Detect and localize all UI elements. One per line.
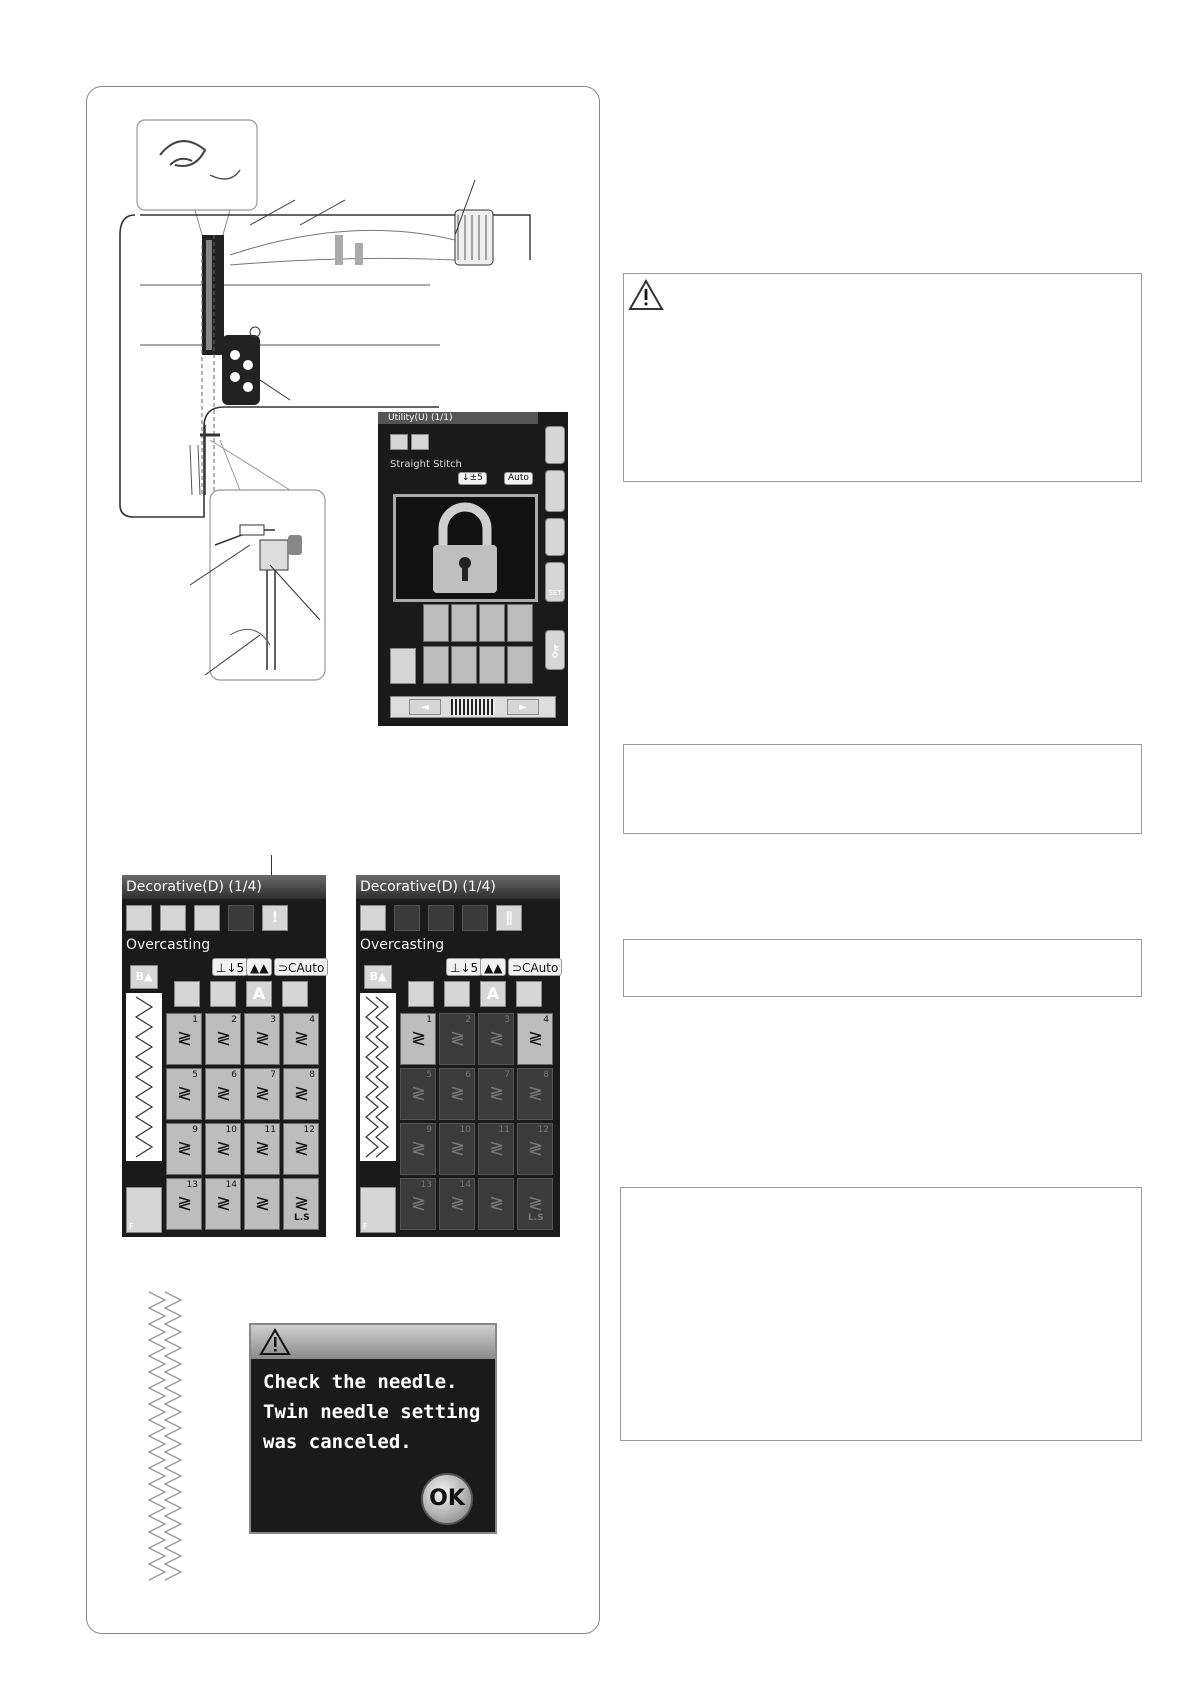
memory-icon (228, 905, 254, 931)
utility-category-icon[interactable] (408, 981, 434, 1007)
stitch-number: 1 (192, 1015, 198, 1025)
stitch-cell[interactable] (479, 604, 505, 642)
stitch-number: 7 (504, 1070, 510, 1080)
elongation-icon (428, 905, 454, 931)
mirror-icon[interactable] (160, 905, 186, 931)
warning-box (623, 273, 1142, 482)
stitch-cell[interactable] (205, 1068, 241, 1120)
stitch-cell[interactable] (507, 604, 533, 642)
stitch-number: 13 (420, 1180, 432, 1190)
stitch-number: 5 (426, 1070, 432, 1080)
stitch-number: 1 (426, 1015, 432, 1025)
tension-auto: ⊃CAuto (508, 958, 562, 976)
stitch-pattern-icon: ≷ (255, 1193, 271, 1214)
stitch-number: 4 (309, 1015, 315, 1025)
foot-value-text: 5 (470, 961, 479, 975)
stitch-cell[interactable] (166, 1123, 202, 1175)
utility-category-icon[interactable] (174, 981, 200, 1007)
stitch-cell[interactable] (400, 1178, 436, 1230)
page-scroll-bar[interactable] (390, 696, 556, 718)
foot-code: F (363, 1222, 368, 1231)
mode-icon[interactable] (390, 434, 408, 450)
stitch-number: 11 (264, 1125, 276, 1135)
auto-tension: Auto (504, 472, 533, 485)
stitch-cell[interactable] (400, 1013, 436, 1065)
memory-icon (462, 905, 488, 931)
stitch-grid (400, 1013, 558, 1235)
screen-lock-display (378, 412, 568, 726)
stitch-cell[interactable] (283, 1178, 319, 1230)
stitch-pattern-icon: ≷ (216, 1083, 232, 1104)
stitch-pattern-icon: ≷ (489, 1193, 505, 1214)
stitch-cell[interactable] (244, 1178, 280, 1230)
stitch-pattern-icon: ≷ (177, 1193, 193, 1214)
stitch-cell[interactable] (244, 1068, 280, 1120)
twin-needle-canceled-dialog (249, 1323, 497, 1534)
stitch-label: L.S (528, 1213, 544, 1223)
stitch-grid (166, 1013, 324, 1235)
stitch-number: 6 (231, 1070, 237, 1080)
stitch-cell[interactable] (283, 1068, 319, 1120)
decorative-panel-active (122, 875, 326, 1237)
stitch-cell[interactable] (166, 1013, 202, 1065)
stitch-number: 13 (186, 1180, 198, 1190)
note-box-small (623, 939, 1142, 997)
foot-icon: ⊥↓ (216, 961, 237, 975)
stitch-number: 12 (303, 1125, 315, 1135)
category-b-button[interactable]: B▲ (130, 965, 158, 989)
stitch-number: 9 (192, 1125, 198, 1135)
stitch-cell[interactable] (166, 1068, 202, 1120)
stitch-pattern-icon: ≷ (450, 1138, 466, 1159)
stitch-cell[interactable] (400, 1068, 436, 1120)
mirror-icon (394, 905, 420, 931)
stitch-number: 14 (225, 1180, 237, 1190)
elongation-icon[interactable] (194, 905, 220, 931)
twin-needle-button[interactable]: ! (262, 905, 288, 931)
tension-auto: ⊃CAuto (274, 958, 328, 976)
foot-icon: ⊥↓ (450, 961, 471, 975)
stitch-cell[interactable] (283, 1013, 319, 1065)
stitch-cell[interactable] (439, 1178, 475, 1230)
message-line-2: Twin needle setting (263, 1401, 481, 1423)
stitch-number: 12 (537, 1125, 549, 1135)
twin-needle-button[interactable]: ∥ (496, 905, 522, 931)
foot-value (446, 958, 482, 976)
twin-needle-icon[interactable] (411, 434, 429, 450)
panel-title: Decorative(D) (1/4) (122, 875, 326, 899)
applique-category-icon[interactable] (210, 981, 236, 1007)
feed-dog-icon: ▲▲ (246, 958, 272, 976)
stitch-number: 3 (270, 1015, 276, 1025)
stitch-pattern-icon: ≷ (294, 1083, 310, 1104)
stitch-pattern-icon: ≷ (450, 1028, 466, 1049)
stitch-pattern-icon: ≷ (294, 1028, 310, 1049)
stitch-number: 8 (543, 1070, 549, 1080)
stitch-pattern-icon: ≷ (255, 1083, 271, 1104)
stitch-number: 2 (465, 1015, 471, 1025)
stitch-pattern-icon: ≷ (528, 1193, 544, 1214)
message-line-1: Check the needle. (263, 1371, 458, 1393)
foot-setting: ↓±5 (458, 472, 487, 485)
stitch-pattern-icon: ≷ (216, 1138, 232, 1159)
padlock-icon (396, 497, 535, 599)
stitch-name: Straight Stitch (390, 459, 462, 470)
stitch-cell[interactable] (451, 646, 477, 684)
letters-category-button[interactable]: A (246, 981, 272, 1007)
stitch-name: Overcasting (360, 937, 445, 953)
stitch-pattern-icon: ≷ (528, 1138, 544, 1159)
stitch-pattern-icon: ≷ (411, 1193, 427, 1214)
display-header: Utility(U) (1/1) (378, 412, 538, 424)
edit-icon[interactable] (126, 905, 152, 931)
stitch-cell[interactable] (507, 646, 533, 684)
ok-button[interactable]: OK (421, 1473, 473, 1525)
stitch-pattern-icon: ≷ (489, 1083, 505, 1104)
stitch-pattern-icon: ≷ (528, 1028, 544, 1049)
stitch-cell[interactable] (423, 646, 449, 684)
stitch-cell[interactable] (517, 1013, 553, 1065)
sewing-machine-icon[interactable] (545, 470, 565, 512)
stitch-pattern-icon: ≷ (411, 1083, 427, 1104)
stitch-cell[interactable] (517, 1068, 553, 1120)
stitch-cell[interactable] (244, 1123, 280, 1175)
stitch-pattern-icon: ≷ (216, 1193, 232, 1214)
twin-stitch-preview (360, 993, 396, 1161)
stitch-pattern-icon: ≷ (528, 1083, 544, 1104)
auto-label: Auto (296, 961, 325, 975)
applique-category-icon[interactable] (444, 981, 470, 1007)
stitch-cell[interactable] (479, 646, 505, 684)
stitch-number: 2 (231, 1015, 237, 1025)
stitch-cell[interactable] (400, 1123, 436, 1175)
letters-category-button[interactable]: A (480, 981, 506, 1007)
shirt-category-icon[interactable] (282, 981, 308, 1007)
edit-icon[interactable] (360, 905, 386, 931)
stitch-number: 3 (504, 1015, 510, 1025)
stitch-pattern-icon: ≷ (294, 1193, 310, 1214)
twin-needle-stitch-sample (145, 1290, 195, 1590)
stitch-cell[interactable] (478, 1123, 514, 1175)
stitch-cell[interactable] (478, 1178, 514, 1230)
stitch-number: 6 (465, 1070, 471, 1080)
stitch-number: 8 (309, 1070, 315, 1080)
warning-icon (259, 1328, 291, 1356)
stitch-pattern-icon: ≷ (255, 1028, 271, 1049)
stitch-pattern-icon: ≷ (255, 1138, 271, 1159)
stitch-cell[interactable] (205, 1013, 241, 1065)
stitch-pattern-icon: ≷ (177, 1083, 193, 1104)
stitch-cell[interactable] (439, 1068, 475, 1120)
set-label: SET (548, 589, 562, 597)
foot-value-text: 5 (236, 961, 245, 975)
shirt-category-icon[interactable] (516, 981, 542, 1007)
stitch-pattern-icon: ≷ (450, 1083, 466, 1104)
home-icon[interactable] (545, 426, 565, 464)
stitch-number: 10 (459, 1125, 471, 1135)
folder-icon[interactable] (545, 518, 565, 556)
presser-foot-icon (390, 648, 416, 684)
stitch-pattern-icon: ≷ (450, 1193, 466, 1214)
foot-code: F (129, 1222, 134, 1231)
key-icon[interactable]: ⚷ (545, 630, 565, 670)
message-line-3: was canceled. (263, 1431, 412, 1453)
stitch-pattern-icon: ≷ (177, 1028, 193, 1049)
stitch-number: 5 (192, 1070, 198, 1080)
stitch-number: 14 (459, 1180, 471, 1190)
panel-title: Decorative(D) (1/4) (356, 875, 560, 899)
page-right-button[interactable]: ► (507, 699, 539, 715)
stitch-label: L.S (294, 1213, 310, 1223)
category-b-button[interactable]: B▲ (364, 965, 392, 989)
stitch-cell[interactable] (517, 1178, 553, 1230)
stitch-pattern-icon: ≷ (411, 1138, 427, 1159)
foot-value (212, 958, 248, 976)
stitch-number: 7 (270, 1070, 276, 1080)
decorative-panel-dimmed (356, 875, 560, 1237)
stitch-cell[interactable] (205, 1178, 241, 1230)
page-indicator (451, 699, 495, 715)
stitch-pattern-icon: ≷ (489, 1028, 505, 1049)
stitch-cell[interactable] (478, 1068, 514, 1120)
stitch-cell[interactable] (166, 1178, 202, 1230)
note-box-large (620, 1187, 1142, 1441)
stitch-cell[interactable] (478, 1013, 514, 1065)
stitch-cell[interactable] (451, 604, 477, 642)
presser-foot-button[interactable] (126, 1187, 162, 1233)
feed-dog-icon: ▲▲ (480, 958, 506, 976)
note-box (623, 744, 1142, 834)
stitch-number: 9 (426, 1125, 432, 1135)
stitch-pattern-icon: ≷ (177, 1138, 193, 1159)
page-left-button[interactable]: ◄ (409, 699, 441, 715)
stitch-number: 11 (498, 1125, 510, 1135)
stitch-name: Overcasting (126, 937, 211, 953)
stitch-cell[interactable] (439, 1123, 475, 1175)
stitch-pattern-icon: ≷ (294, 1138, 310, 1159)
stitch-cell[interactable] (283, 1123, 319, 1175)
stitch-cell[interactable] (517, 1123, 553, 1175)
stitch-pattern-icon: ≷ (216, 1028, 232, 1049)
caution-icon (628, 278, 664, 312)
dialog-header (251, 1325, 495, 1359)
stitch-number: 10 (225, 1125, 237, 1135)
stitch-pattern-icon: ≷ (411, 1028, 427, 1049)
wrench-icon[interactable] (545, 562, 565, 602)
auto-label: Auto (530, 961, 559, 975)
stitch-cell[interactable] (205, 1123, 241, 1175)
lock-overlay (393, 494, 538, 602)
stitch-number: 4 (543, 1015, 549, 1025)
presser-foot-button[interactable] (360, 1187, 396, 1233)
stitch-cell[interactable] (244, 1013, 280, 1065)
stitch-cell[interactable] (423, 604, 449, 642)
stitch-preview (126, 993, 162, 1161)
stitch-pattern-icon: ≷ (489, 1138, 505, 1159)
stitch-cell[interactable] (439, 1013, 475, 1065)
